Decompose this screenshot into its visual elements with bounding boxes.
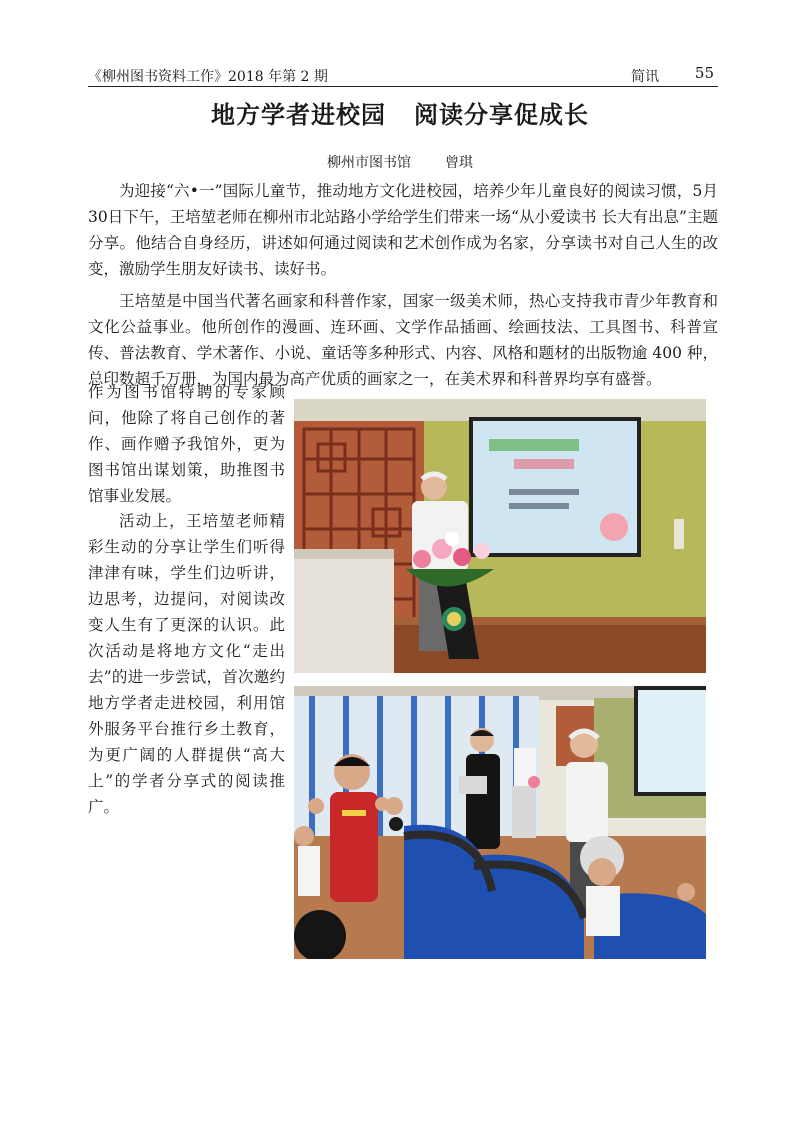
paragraph-2: 王培堃是中国当代著名画家和科普作家，国家一级美术师，热心支持我市青少年教育和文化公益事业。他所创作的漫画、连环画、文学作品插画、绘画技法、工具图书、科普宣传、普法教育、学术著作、小说、童话等多种形式、内容、风格和题材的出版物逾 400 种，总印数超千万册，为国内最为高产优质的画家之一，在美术界和科普界均享有盛誉。 xyxy=(88,292,718,388)
title-part-1: 地方学者进校园 xyxy=(211,101,386,129)
section-label: 简讯 xyxy=(631,69,659,85)
students-audience-photo xyxy=(294,686,706,959)
byline xyxy=(0,152,800,172)
article-title xyxy=(0,95,800,130)
journal-title: 《柳州图书资料工作》2018 年第 2 期 xyxy=(88,69,328,85)
speaker-at-podium-photo xyxy=(294,399,706,673)
author-name: 曾琪 xyxy=(445,155,473,171)
paragraph-4: 活动上，王培堃老师精彩生动的分享让学生们听得津津有味，学生们边听讲，边思考，边提问，对阅读改变人生有了更深的认识。此次活动是将地方文化“走出去”的进一步尝试，首次邀约地方学者走进校园，利用馆外服务平台推行乡土教育，为更广阔的人群提供“高大上”的学者分享式的阅读推广。 xyxy=(88,512,285,816)
page-number: 55 xyxy=(694,64,714,82)
paragraph-3: 作为图书馆特聘的专家顾问，他除了将自己创作的著作、画作赠予我馆外，更为图书馆出谋划策，助推图书馆事业发展。 xyxy=(88,383,285,505)
paragraph-1: 为迎接“六•一”国际儿童节，推动地方文化进校园，培养少年儿童良好的阅读习惯，5月30日下午，王培堃老师在柳州市北站路小学给学生们带来一场“从小爱读书 长大有出息”主题分享。他结合自身经历，讲述如何通过阅读和艺术创作成为名家，分享读书对自己人生的改变，激励学生朋友好读书、读好书。 xyxy=(88,182,718,278)
title-part-2: 阅读分享促成长 xyxy=(414,101,589,129)
running-header xyxy=(88,64,718,87)
author-org: 柳州市图书馆 xyxy=(327,155,411,171)
